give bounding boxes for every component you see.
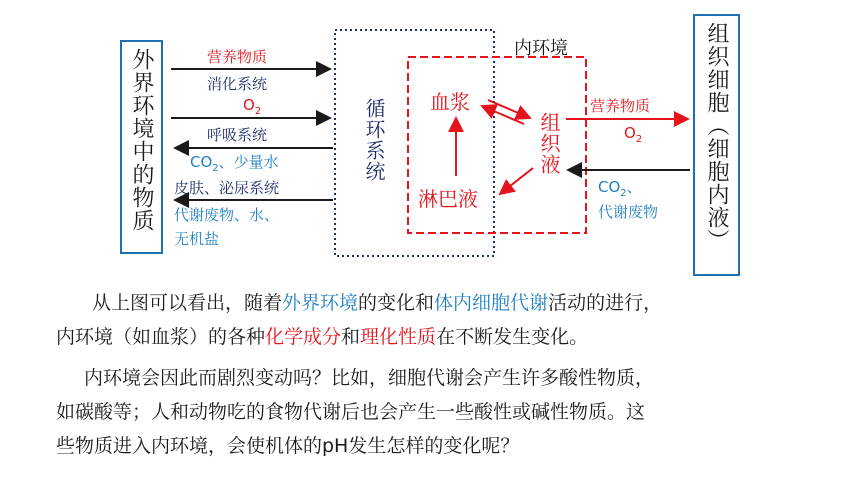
circulatory-box [335, 30, 494, 256]
label-waste-line1: 代谢废物、水、 [174, 206, 280, 224]
outer-env-box [120, 40, 163, 254]
tissue-cell-note: （细胞内液） [704, 114, 729, 252]
paragraph-1-cont: 内环境（如血浆）的各种化学成分和理化性质在不断发生变化。 [56, 326, 589, 348]
inner-env-label: 内环境 [514, 38, 568, 59]
plasma-label: 血浆 [430, 90, 470, 114]
paragraph-2-line1: 内环境会因此而剧烈变动吗？比如，细胞代谢会产生许多酸性物质， [84, 367, 655, 389]
lymph-label: 淋巴液 [418, 187, 478, 211]
paragraph-2-line3: 些物质进入内环境，会使机体的pH发生怎样的变化呢？ [56, 435, 520, 457]
arrow-tissue-to-lymph [500, 168, 533, 194]
label-oxygen-in: $O_2$ [243, 96, 262, 117]
label-nutrients-to-cell: 营养物质 [590, 97, 651, 115]
label-oxygen-to-cell: $O_2$ [624, 124, 643, 145]
arrow-plasma-to-tissue [488, 100, 530, 118]
tissue-fluid-label: 组织液 [537, 112, 561, 175]
tissue-cell-label: 组织细胞 [704, 22, 729, 114]
label-respiratory: 呼吸系统 [207, 126, 268, 144]
label-nutrients-in: 营养物质 [207, 48, 268, 66]
outer-env-label: 外界环境中的物质 [129, 48, 154, 232]
label-waste-from-cell: 代谢废物 [598, 203, 659, 221]
label-skin-urinary: 皮肤、泌尿系统 [174, 179, 280, 197]
tissue-cell-box [693, 14, 740, 276]
label-co2-water: $CO_2$、少量水 [190, 153, 279, 174]
arrow-tissue-to-plasma [482, 106, 524, 124]
paragraph-2-line2: 如碳酸等；人和动物吃的食物代谢后也会产生一些酸性或碱性物质。这 [56, 401, 646, 423]
paragraph-1: 从上图可以看出，随着外界环境的变化和体内细胞代谢活动的进行， [92, 292, 663, 314]
circulatory-label: 循环系统 [362, 98, 386, 182]
label-co2-from-cell: $CO_2$、 [598, 178, 642, 199]
label-digestive: 消化系统 [207, 75, 268, 93]
label-waste-line2: 无机盐 [174, 230, 220, 248]
